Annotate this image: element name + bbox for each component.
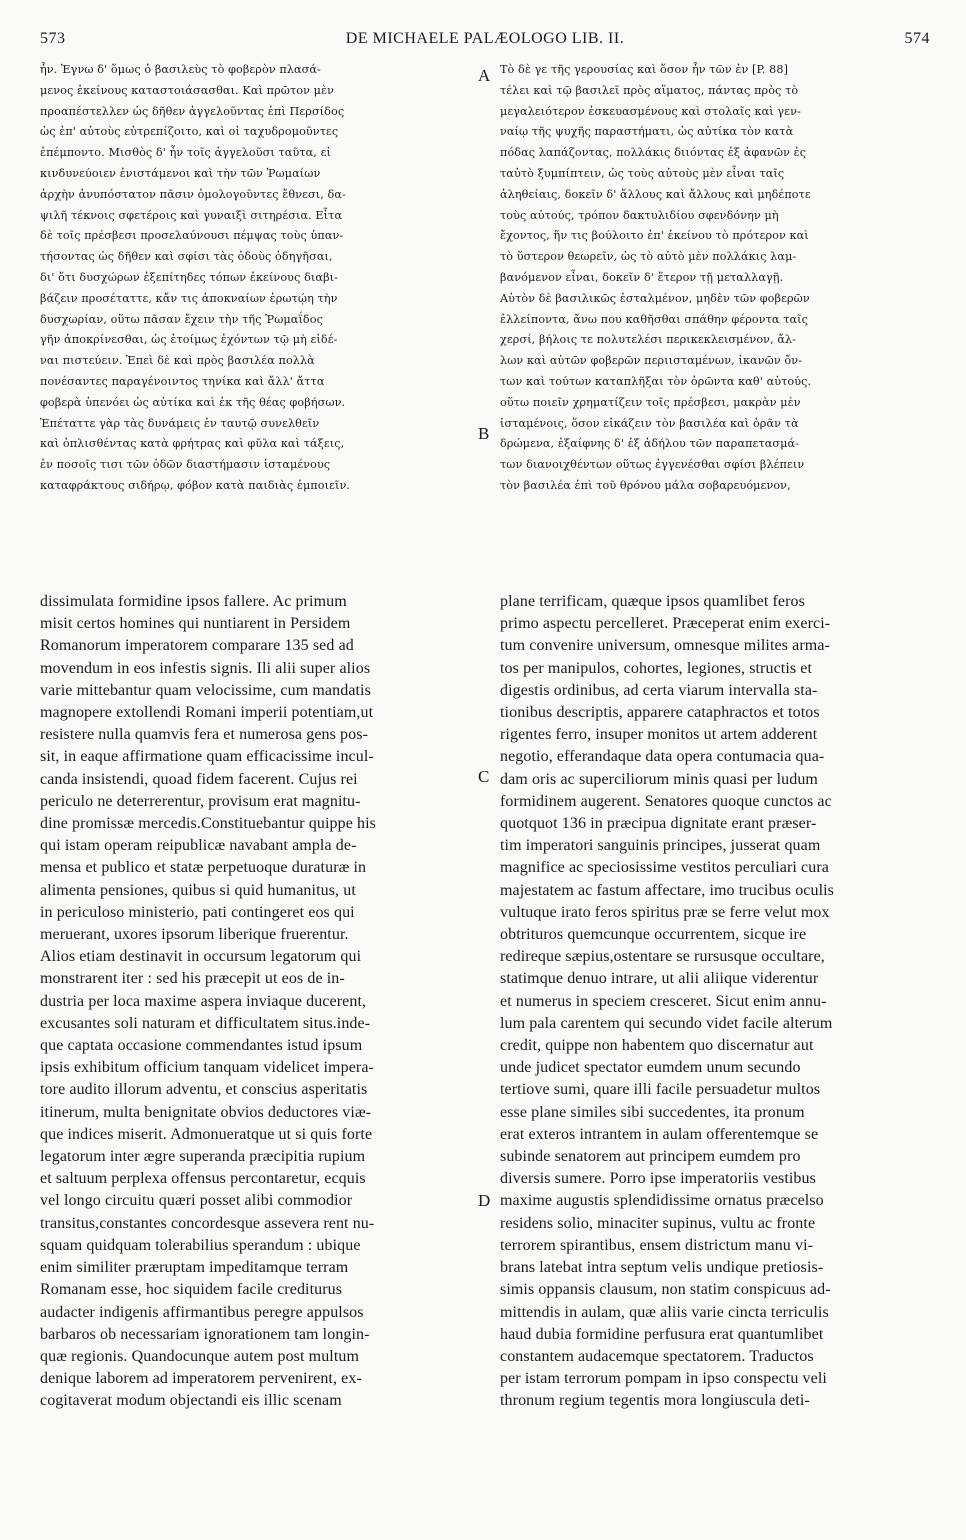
running-title: DE MICHAELE PALÆOLOGO LIB. II. (345, 30, 625, 47)
margin-marker-b: B (478, 424, 490, 443)
page-number-left: 573 (40, 30, 66, 47)
greek-text-left-column: ἦν. Ἐγνω δ' ὅμως ὁ βασιλεὺς τὸ φοβερὸν πλασά- μενος ἐκείνους καταστοιάσασθαι. Καὶ πρῶτον μὲν προαπέστελλεν ὡς δῆθεν ἀγγελοῦντας ἐπὶ Περσίδος ὡς ἐπ' αὐτοὺς εὐτρεπίζοιτο, καὶ οἱ ταχυδρομοῦντες ἐπέμποντο. Μισθὸς δ' ἦν τοῖς ἀγγελοῦσι ταῦτα, εἰ κινδυνεύοιεν ἐνιστάμενοι καὶ τὴν τῶν Ῥωμαίων ἀρχὴν ἀνυπόστατον πᾶσιν ὁμολογοῦντες ἔθνεσι, δα- ψιλῆ τέκνοις σφετέροις καὶ γυναιξὶ σιτηρέσια. Εἶτα δὲ τοῖς πρέσβεσι προσελαύνουσι πέμψας τοὺς ὑπαν- τήσοντας ὡς δῆθεν καὶ σφίσι τὰς ὁδοὺς ὁδηγῆσαι, δι' ὅτι δυσχώρων ἐξεπίτηδες τόπων ἐκείνους διαβι- βάζειν προσέταττε, κἄν τις ἀποκναίων ἐρωτῴη τὴν δυσχωρίαν, οὕτω πᾶσαν ἔχειν τὴν τῆς Ῥωμαΐδος γῆν ἀποκρίνεσθαι, ὡς ἑτοίμως ἐχόντων τῷ μὴ εἰδέ- ναι πιστεύειν. Ἐπεὶ δὲ καὶ πρὸς βασιλέα πολλὰ πονέσαντες παραγένοιντος τηνίκα καὶ ἄλλ' ἄττα φοβερὰ ὑπενόει ὡς αὐτίκα καὶ ἐκ τῆς θέας φοβήσων. Ἐπέταττε γὰρ τὰς δυνάμεις ἐν ταυτῷ συνελθεῖν καὶ ὁπλισθέντας κατὰ φρήτρας καὶ φῦλα καὶ τάξεις, ἐν ποσοῖς τισι τῶν ὁδῶν διαστήμασιν ἱσταμένους καταφράκτους σιδήρῳ, φόβον κατὰ παιδιὰς ἐμποιεῖν. (40, 63, 351, 492)
margin-marker-c: C (478, 767, 490, 786)
margin-marker-a: A (478, 66, 491, 85)
margin-marker-d: D (478, 1191, 491, 1210)
latin-translation-left-column: dissimulata formidine ipsos fallere. Ac primum misit certos homines qui nuntiarent in Persidem Romanorum imperatorem comparare 135 sed ad movendum in eos infestis signis. Ili alii super alios varie mittebantur quam velocissime, cum mandatis magnopere extollendi Romani imperii potentiam,ut resistere nulla quamvis fera et numerosa gens pos- sit, in eaque affirmatione quam efficacissime incul- canda insistendi, quoad fidem facerent. Cujus rei periculo ne deterrerentur, provisum erat magnitu- dine promissæ mercedis.Constituebantur quippe his qui istam operam reipublicæ navabant ampla de- mensa et publico et statæ perpetuoque duraturæ in alimenta pensiones, quibus si quid humanitus, ut in periculoso ministerio, pati contingeret eos qui meruerant, uxores ipsorum liberique fruerentur. Alios etiam destinavit in occursum legatorum qui monstrarent iter : sed his præcepit ut eos de in- dustria per loca maxime aspera inviaque ducerent, excusantes soli naturam et difficultatem situs.inde- que captata occasione commendantes istud ipsum ipsis exhibitum officium tanquam videlicet impera- tore audito illorum adventu, et conscius asperitatis itinerum, multa benignitate obvios deductores viæ- que indices miserit. Admonueratque ut si quis forte legatorum inter ægre superanda præcipitia rupium et saltuum perplexa offensus percontaretur, ecquis vel longo circuitu quæri posset alibi commodior transitus,constantes concordesque assevera rent nu- squam quidquam tolerabilius sperandum : ubique enim similiter præruptam impeditamque terram Romanam esse, hoc siquidem facile crediturus audacter indigenis affirmantibus peregre appulsos barbaros ob necessariam ignorationem tam longin- quæ regionis. Quandocunque autem post multum denique laborem ad imperatorem pervenirent, ex- cogitaverat modum objectandi eis illic scenam (40, 593, 376, 1410)
latin-translation-right-column: plane terrificam, quæque ipsos quamlibet feros primo aspectu percelleret. Præceperat enim exerci- tum convenire universum, omnesque milites arma- tos per manipulos, cohortes, legiones, structis et digestis ordinibus, ad certa viarum intervalla sta- tionibus descriptis, apparere cataphractos et totos rigentes ferro, insuper monitos ut artem adderent negotio, efferandaque data opera contumacia qua- dam oris ac superciliorum minis quasi per ludum formidinem augerent. Senatores quoque cunctos ac quotquot 136 in præcipua dignitate erant præser- tim imperatori sanguinis principes, jusserat quam magnifice ac speciosissime vestitos perculiari cura majestatem ac fastum affectare, imo trucibus oculis vultuque irato feros spiritus præ se ferre velut mox obtrituros quemcunque occurrentem, sicque ire redireque sæpius,ostentare se rursusque occultare, statimque denuo intrare, ut alii aliique viderentur et numerus in speciem cresceret. Sicut enim annu- lum pala carentem qui secundo videt facile alterum credit, quippe non habentem quo discernatur aut unde judicet spectator eumdem unum secundo tertiove sumi, quare illi facile persuadetur multos esse plane similes sibi succedentes, ita pronum erat exteros intrantem in aulam offerentemque se subinde senatorem aut principem eumdem pro diversis sumere. Porro ipse imperatoriis vestibus maxime augustis splendidissime ornatus præcelso residens solio, minaciter supinus, vultu ac fronte terrorem spirantibus, ensem districtum manu vi- brans latebat intra septum velis undique pretiosis- simis oppansis clausum, non statim conspicuus ad- mittendis in aulam, quæ aliis varie cincta terriculis haud dubia formidine perfusura erat quantumlibet constantem audacemque spectatorem. Traductos per istam terrorum pompam in ipso conspectu veli thronum regium tegentis mora longiuscula deti- (500, 593, 835, 1410)
page-number-right: 574 (904, 30, 930, 47)
greek-text-right-column: Τὸ δὲ γε τῆς γερουσίας καὶ ὅσον ἦν τῶν ἐν [P. 88] τέλει καὶ τῷ βασιλεῖ πρὸς αἵματος, πάντας πρὸς τὸ μεγαλειότερον ἐσκευασμένους καὶ στολαῖς καὶ γεν- ναίῳ τῆς ψυχῆς παραστήματι, ὡς αὐτίκα τὸν κατὰ πόδας λαπάζοντας, πολλάκις διιόντας ἐξ ἀφανῶν ἐς ταὐτὸ ξυμπίπτειν, ὡς τοὺς αὐτοὺς μὲν εἶναι ταῖς ἀληθείαις, δοκεῖν δ' ἄλλους καὶ ἄλλους καὶ μηδέποτε τοὺς αὐτούς, τρόπον δακτυλιδίου σφενδόνην μὴ ἔχοντος, ἥν τις βούλοιτο ἐπ' ἐκείνου τὸ πρότερον καὶ τὸ ὕστερον θεωρεῖν, ὡς τὸ αὐτὸ μὲν πολλάκις λαμ- βανόμενον εἶναι, δοκεῖν δ' ἕτερον τῇ μεταλλαγῇ. Αὐτὸν δὲ βασιλικῶς ἐσταλμένον, μηδὲν τῶν φοβερῶν ἐλλείποντα, ἄνω που καθῆσθαι σπάθην φέροντα ταῖς χερσί, βήλοις τε πολυτελέσι περικεκλεισμένον, ἄλ- λων καὶ αὐτῶν φοβερῶν περιισταμένων, ἱκανῶν ὄν- των καὶ τούτων καταπλῆξαι τὸν ὁρῶντα καθ' αὑτούς. οὕτω ποιεῖν χρηματίζειν τοῖς πρέσβεσι, μακρὰν μὲν ἱσταμένοις, ὅσον εἰκάζειν τὸν βασιλέα καὶ ὁρᾶν τὰ δρώμενα, ἐξαίφνης δ' ἐξ ἀδήλου τῶν παραπετασμά- των διανοιχθέντων οὕτως ἐγγενέσθαι σφίσι βλέπειν τὸν βασιλέα ἐπὶ τοῦ θρόνου μάλα σοβαρευόμενον, (500, 63, 812, 492)
page-header (40, 30, 930, 52)
